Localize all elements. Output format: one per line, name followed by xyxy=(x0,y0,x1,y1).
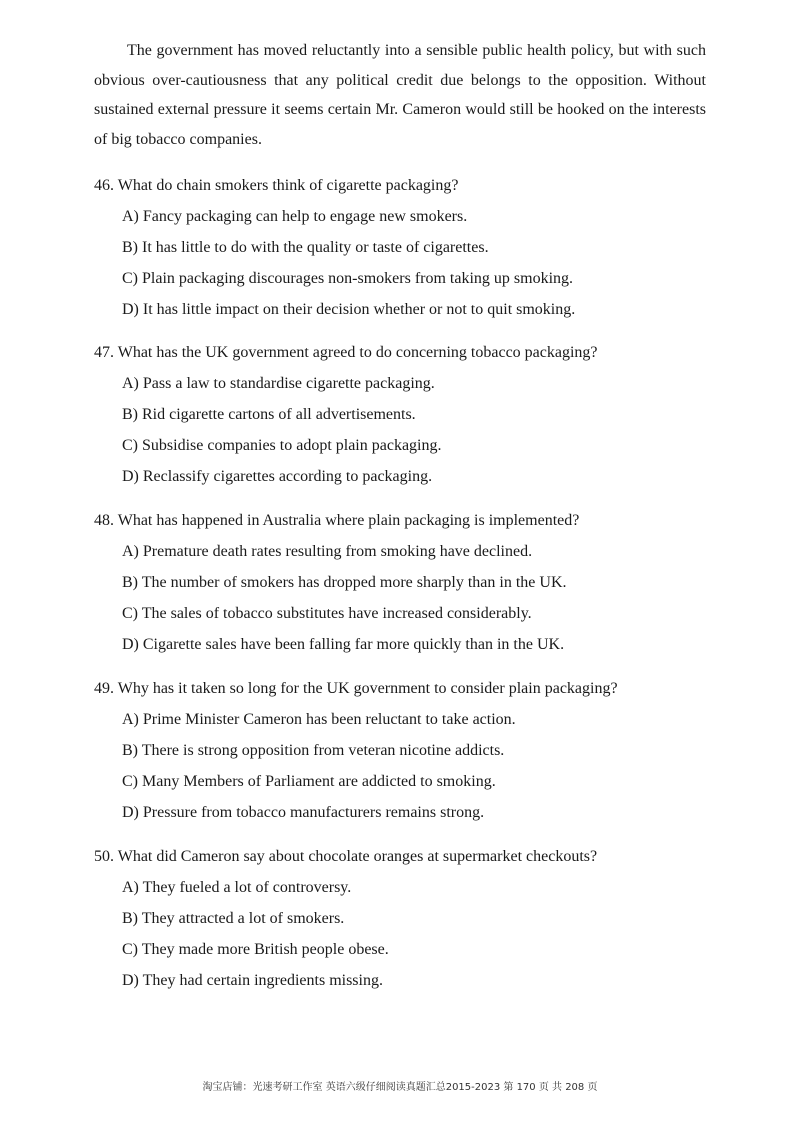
question-49 xyxy=(94,674,714,828)
passage-paragraph: The government has moved reluctantly into a sensible public health policy, but with such obvious over-cautiousness that any political credit due belongs to the opposition. Without sustained external pressure it seems certain Mr. Cameron would still be hooked on the interests of big tobacco companies. xyxy=(94,42,706,149)
question-46 xyxy=(94,171,714,325)
option-c: C) Many Members of Parliament are addicted to smoking. xyxy=(122,773,496,790)
question-text: 50. What did Cameron say about chocolate oranges at supermarket checkouts? xyxy=(94,848,598,865)
question-50 xyxy=(94,842,714,996)
option-c: C) They made more British people obese. xyxy=(122,941,389,958)
question-text: 46. What do chain smokers think of cigarette packaging? xyxy=(94,177,459,194)
option-c: C) The sales of tobacco substitutes have increased considerably. xyxy=(122,605,532,622)
option-a: A) They fueled a lot of controversy. xyxy=(122,879,352,896)
question-48 xyxy=(94,506,714,660)
option-d: D) Pressure from tobacco manufacturers remains strong. xyxy=(122,804,485,821)
option-d: D) It has little impact on their decision whether or not to quit smoking. xyxy=(122,301,576,318)
option-b: B) The number of smokers has dropped more sharply than in the UK. xyxy=(122,574,567,591)
option-d: D) Reclassify cigarettes according to packaging. xyxy=(122,468,433,485)
question-text: 49. Why has it taken so long for the UK government to consider plain packaging? xyxy=(94,680,618,697)
option-d: D) They had certain ingredients missing. xyxy=(122,972,383,989)
option-b: B) They attracted a lot of smokers. xyxy=(122,910,345,927)
option-c: C) Plain packaging discourages non-smokers from taking up smoking. xyxy=(122,270,574,287)
option-a: A) Premature death rates resulting from smoking have declined. xyxy=(122,543,533,560)
option-b: B) Rid cigarette cartons of all advertisements. xyxy=(122,406,416,423)
question-text: 47. What has the UK government agreed to do concerning tobacco packaging? xyxy=(94,344,598,361)
option-d: D) Cigarette sales have been falling far more quickly than in the UK. xyxy=(122,636,565,653)
question-text: 48. What has happened in Australia where plain packaging is implemented? xyxy=(94,512,580,529)
page-footer: 淘宝店铺：光速考研工作室 英语六级仔细阅读真题汇总2015-2023 第 170 页 共 208 页 xyxy=(202,1082,598,1093)
option-a: A) Fancy packaging can help to engage new smokers. xyxy=(122,208,468,225)
option-a: A) Prime Minister Cameron has been reluctant to take action. xyxy=(122,711,516,728)
option-a: A) Pass a law to standardise cigarette packaging. xyxy=(122,375,435,392)
option-b: B) It has little to do with the quality or taste of cigarettes. xyxy=(122,239,489,256)
question-47 xyxy=(94,338,714,492)
option-c: C) Subsidise companies to adopt plain packaging. xyxy=(122,437,442,454)
option-b: B) There is strong opposition from veteran nicotine addicts. xyxy=(122,742,505,759)
